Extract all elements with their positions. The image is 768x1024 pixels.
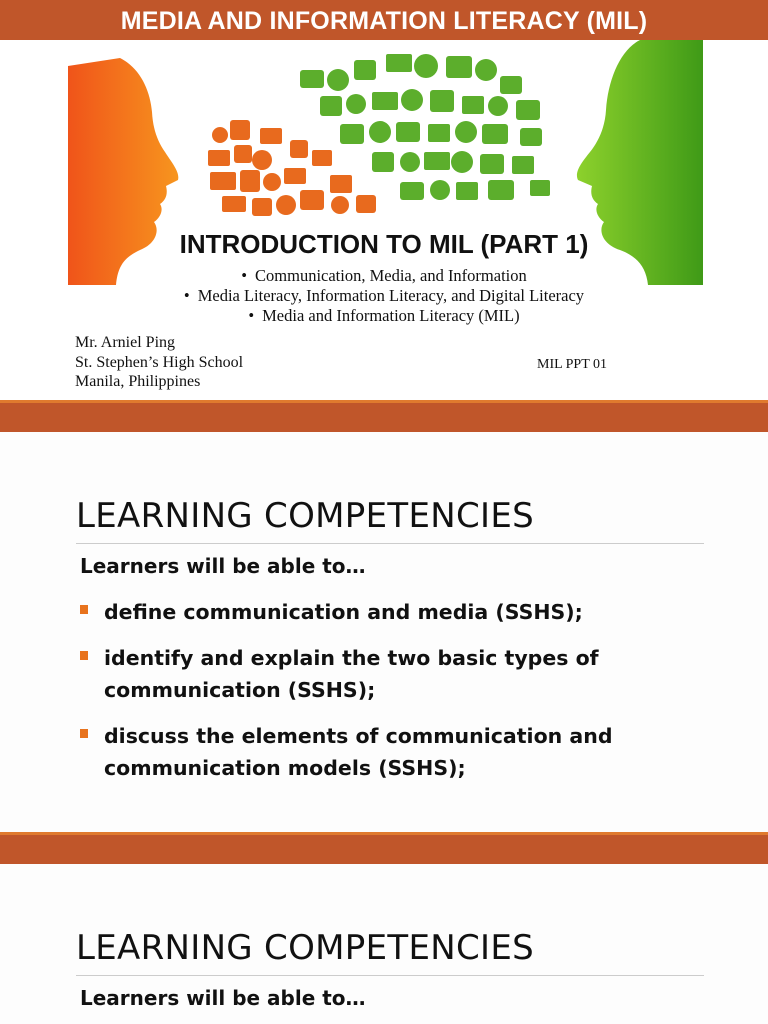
topic-bullet: • Media Literacy, Information Literacy, and Digital Literacy bbox=[0, 286, 768, 306]
slide-code: MIL PPT 01 bbox=[537, 357, 608, 372]
lead-text: Learners will be able to… bbox=[80, 554, 366, 578]
competency-list bbox=[80, 596, 700, 798]
square-bullet-icon bbox=[80, 651, 88, 660]
lead-text: Learners will be able to… bbox=[80, 986, 366, 1010]
square-bullet-icon bbox=[80, 605, 88, 614]
title-rule bbox=[76, 975, 704, 976]
topic-bullet: • Media and Information Literacy (MIL) bbox=[0, 306, 768, 326]
author-location: Manila, Philippines bbox=[75, 373, 201, 390]
slide-title: LEARNING COMPETENCIES bbox=[76, 496, 534, 536]
slide-divider bbox=[0, 832, 768, 864]
square-bullet-icon bbox=[80, 729, 88, 738]
title-slide bbox=[0, 0, 768, 400]
competency-item: define communication and media (SSHS); bbox=[80, 596, 700, 628]
title-rule bbox=[76, 543, 704, 544]
title-banner: MEDIA AND INFORMATION LITERACY (MIL) bbox=[0, 0, 768, 40]
author-name: Mr. Arniel Ping bbox=[75, 334, 176, 351]
slide-divider bbox=[0, 400, 768, 432]
competency-item: identify and explain the two basic types of communication (SSHS); bbox=[80, 642, 700, 706]
intro-title: INTRODUCTION TO MIL (PART 1) bbox=[179, 229, 589, 259]
slide-title: LEARNING COMPETENCIES bbox=[76, 928, 534, 968]
topic-bullet: • Communication, Media, and Information bbox=[0, 266, 768, 286]
competency-item: discuss the elements of communication and communication models (SSHS); bbox=[80, 720, 700, 784]
author-block bbox=[75, 333, 243, 392]
author-school: St. Stephen’s High School bbox=[75, 353, 244, 371]
topic-bullet-list bbox=[0, 266, 768, 326]
